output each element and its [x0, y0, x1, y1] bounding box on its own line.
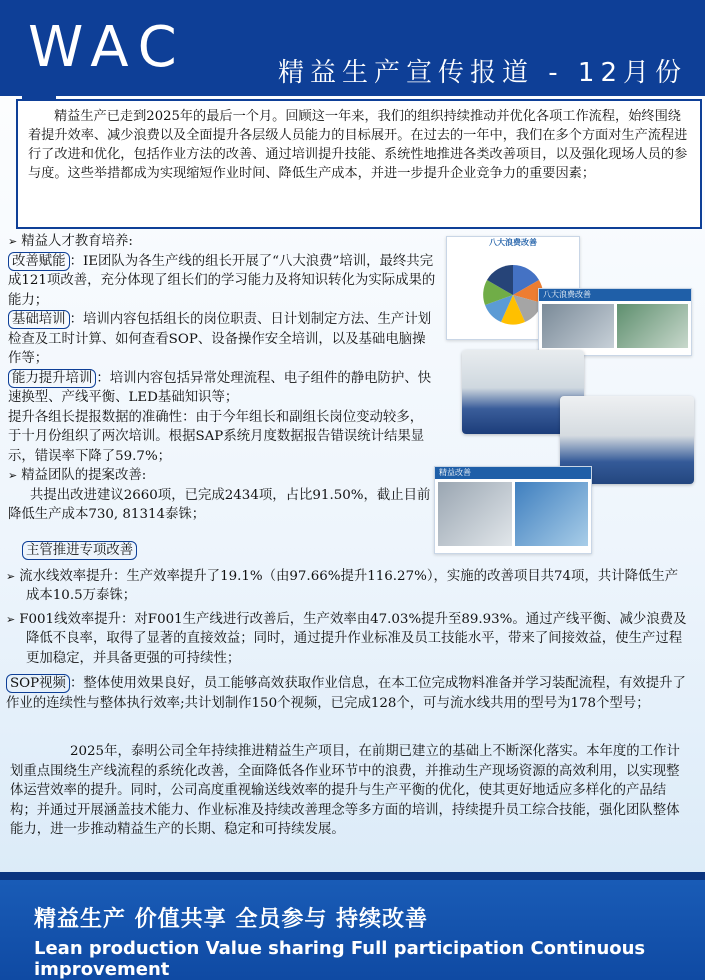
accuracy-paragraph: 提升各组长提报数据的准确性：由于今年组长和副组长岗位变动较多，于十月份组织了两次培训。根据SAP系统月度数据报告错误统计结果显示，错误率下降了59.7%； [8, 409, 425, 464]
waste-improvement-image [538, 288, 692, 356]
supervisor-section [6, 541, 690, 713]
arrow-bullet-icon: ➢ [8, 469, 18, 482]
photo-left [438, 482, 512, 546]
photo-before [542, 304, 614, 348]
ability-paragraph: 能力提升培训 ：培训内容包括异常处理流程、电子组件的静电防护、快速换型、产线平衡、LED基础知识等； [8, 370, 432, 405]
arrow-bullet-icon: ➢ [6, 569, 16, 583]
sop-tag: SOP视频 [6, 674, 70, 693]
arrow-bullet-icon: ➢ [8, 235, 18, 248]
proposal-heading: ➢ 精益团队的提案改善: [8, 468, 147, 483]
wac-logo: WAC [28, 15, 187, 80]
footer-banner [0, 872, 705, 980]
f001-item: ➢ F001线效率提升：对F001生产线进行改善后，生产效率由47.03%提升至89.93%。通过产线平衡、减少浪费及降低不良率，取得了显著的直接效益；同时，通过提升作业标准及员工技能水平，带来了间接效益，使生产过程更加稳定，并具备更强的可持续性； [6, 611, 687, 666]
pie-title: 八大浪费改善 [489, 238, 537, 247]
empower-paragraph: 改善赋能 ：IE团队为各生产线的组长开展了“八大浪费”培训，最终共完成121项改善，充分体现了组长们的学习能力及将知识转化为实际成果的能力； [8, 253, 436, 308]
sop-paragraph: SOP视频 ：整体使用效果良好，员工能够高效获取作业信息，在本工位完成物料准备并学习装配流程，有效提升了作业的连续性与整体执行效率;共计划制作150个视频，已完成128个，可与流水线共用的型号为178个型号； [6, 676, 686, 711]
card1-title: 八大浪费改善 [539, 289, 691, 301]
line-efficiency-item: ➢ 流水线效率提升：生产效率提升了19.1%（由97.66%提升116.27%），实施的改善项目共74项，共计降低生产成本10.5万泰铢； [6, 568, 679, 603]
empower-tag: 改善赋能 [8, 252, 70, 271]
page-title: 精益生产宣传报道 - 12月份 [278, 58, 687, 88]
footer-stripe [0, 872, 705, 880]
supervisor-heading [6, 541, 690, 561]
intro-box: 精益生产已走到2025年的最后一个月。回顾这一年来，我们的组织持续推动并优化各项工作流程，始终围绕着提升效率、减少浪费以及全面提升各层级人员能力的目标展开。在过去的一年中，我们在多个方面对生产流程进行了改进和优化，包括作业方法的改善、通过培训提升技能、系统性地推进各类改善项目，以及强化现场人员的参与度。这些举措都成为实现缩短作业时间、降低生产成本，并进一步提升企业竞争力的重要因素； [16, 99, 702, 229]
basic-tag: 基础培训 [8, 310, 70, 329]
footer-slogan-en: Lean production Value sharing Full participation Continuous improvement [34, 938, 646, 980]
photo-right [515, 482, 589, 546]
supervisor-tag: 主管推进专项改善 [22, 541, 137, 560]
ability-tag: 能力提升培训 [8, 369, 96, 388]
talent-heading: ➢ 精益人才教育培养: [8, 234, 133, 249]
proposal-text: 共提出改进建议2660项，已完成2434项，占比91.50%，截止目前降低生产成本730, 81314泰铢； [8, 487, 431, 522]
header-banner [0, 0, 705, 96]
arrow-bullet-icon: ➢ [6, 612, 16, 626]
photo-after [617, 304, 689, 348]
summary-paragraph: 2025年，泰明公司全年持续推进精益生产项目，在前期已建立的基础上不断深化落实。本年度的工作计划重点围绕生产线流程的系统化改善，全面降低各作业环节中的浪费，并推动生产现场资源的高效利用，以实现整体运营效率的提升。同时，公司高度重视输送线效率的提升与生产平衡的优化，使其更好地适应多样化的产品结构；并通过开展涵盖技术能力、作业标准及持续改善理念等多方面的培训，持续提升员工综合技能，强化团队整体能力，进一步推动精益生产的长期、稳定和可持续发展。 [10, 744, 680, 837]
basic-paragraph: 基础培训 ：培训内容包括组长的岗位职责、日计划制定方法、生产计划检查及工时计算、如何查看SOP、设备操作安全培训，以及基础电脑操作等； [8, 312, 432, 366]
talent-section [8, 232, 436, 525]
footer-slogan-cn: 精益生产 价值共享 全员参与 持续改善 [34, 907, 428, 932]
card2-title: 精益改善 [435, 467, 591, 479]
